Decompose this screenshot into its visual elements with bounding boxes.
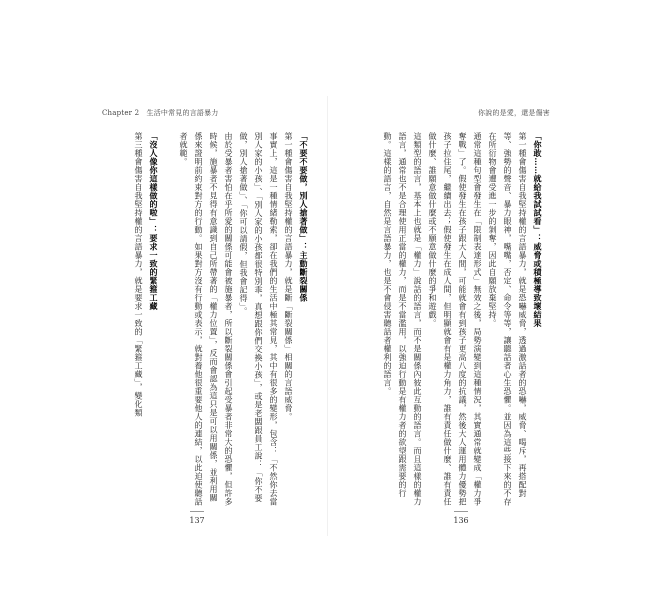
paragraph: 第三種會傷害自我堅持權的言語暴力，就是要求一致的「緊箍工藏」，變化類 [134,132,143,417]
section-heading: 「不要不要做，別人搶著做」：主動斷裂關係 [299,132,309,302]
left-page-body [104,132,326,507]
section-heading: 「沒人像你這樣做的啦」：要求一致的緊箍工藏 [149,132,159,311]
page-number-left: 137 [189,516,205,525]
right-page [330,96,560,536]
blank-line [545,132,560,507]
paragraph: 這類型的語言，基本上也就是「權力」說話的語言，而不是關係內彼此互動的語言。而且這樣的權力語言，通常也不是合理使用正當的權力，而是不當濫用，以強迫行動是有權力者的欲望跟需要的行動。這樣的語言，自然是言語暴力，也是不會侵害聽話者權利的語言。 [383,132,422,506]
page-number-right: 136 [453,516,469,525]
right-page-body [338,132,560,507]
blank-line [161,132,176,507]
running-head-left: Chapter 2 生活中常見的言語暴力 [102,109,219,117]
paragraph: 由於受暴者害怕在乎所愛的關係可能會被施暴者，所以斷裂關係會引起受暴者非常大的恐懼，但許多時候，施暴者不見得有意識到自己所帶著的「權力位置」，反而會認為這只是可以用關係，並利用關係來證明前約束對方的行動。如果對方沒有行動或表示，就對養他很重要他人的連結，以此迫使聽話者就範。 [179,132,233,506]
page-number-rule [190,511,204,512]
left-page [96,96,326,536]
paragraph: 第一種會傷害自我堅持權的言語暴力，就是斷「斷裂關係」相關的言語威脅。 [284,132,293,421]
paragraph: 第一種會傷害自我堅持權的言語暴力，就是恐嚇威脅，透過激話者的恐嚇，威脅、喝斥，再搭配對等、強勢的聲音、暴力眼神，嘴嘴，否定、命令等等，讓聽話者心生恐懼。並因為這些接下來的不存在所衍物會遭受進一步的剝奪，因此自願放棄堅持。 [488,132,527,506]
blank-line [311,132,326,507]
gutter [327,96,328,536]
paragraph: 通常這種句型會發生在「限制表達形式」無效之後，局勢演變到這種情況，其實通常就變成「權力爭奪戰」了。假使發生在孩子跟大人間，可能就會有到孩子更高八度的抗議，然後大人運用體力優勢把孩子拉住尾，繼續出去；假使發生在成人間，但明顯就會有是權力角力，誰有責任做什麼、誰有責任做什麼、誰願意做什麼或不願意做什麼的爭和遊戲。 [428,132,482,506]
section-heading: 「你敢……就給我試試看」：威脅或積極導致壞結果 [533,132,543,328]
paragraph: 事實上，這是一種情緒勒索，卻在我們的生活中極其常見，其中有很多的變形，包含：「不然你去當別人家的小孩」、「別人家的小孩都很特別乖，真想跟你們交換小孩」，或是老闆跟員工說：「你不要做，別人搶著做」、「你可以請假，但我會記得」。 [239,132,278,506]
running-head-right: 你說的是愛，還是傷害 [478,109,550,117]
page-number-rule [454,511,468,512]
